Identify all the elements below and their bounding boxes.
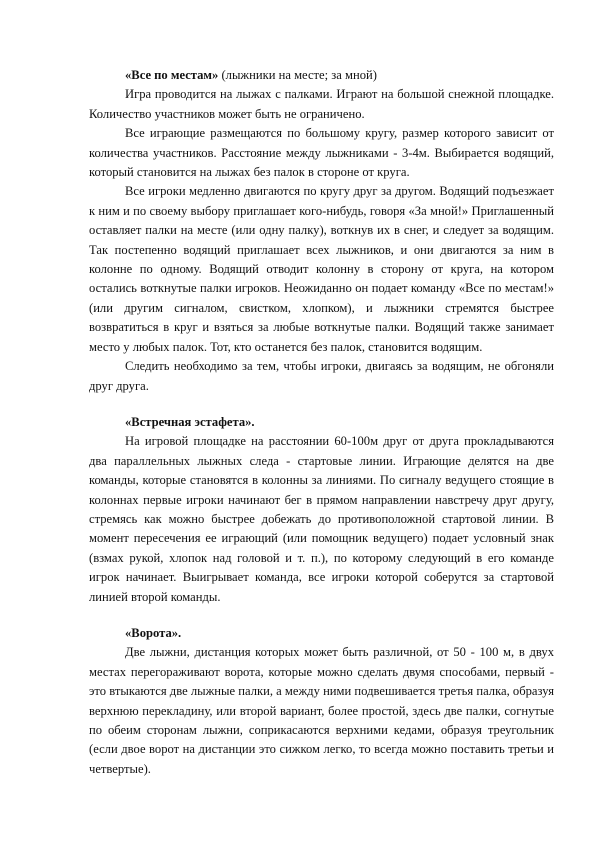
section-title: «Встречная эстафета». — [125, 414, 255, 429]
paragraph: Все играющие размещаются по большому кругу, размер которого зависит от количества участников. Расстояние между лыжниками - 3-4м. Выбирается водящий, который становится на лыжах без палок в стороне от круга. — [89, 126, 554, 180]
section-heading — [89, 66, 554, 85]
paragraph: На игровой площадке на расстоянии 60-100м друг от друга прокладываются два параллельных лыжных следа - стартовые линии. Играющие делятся на две команды, которые становятся в колонны за линиями. По сигналу ведущего стоящие в колоннах первые игроки начинают бег в прямом направлении навстречу друг другу, стремясь как можно быстрее добежать до противоположной стартовой линии. В момент пересечения ее играющий (или помощник ведущего) подает условный знак (взмах рукой, хлопок над головой и т. п.), по которому следующий в его команде игрок начинает. Выигрывает команда, все игроки которой соберутся за стартовой линией второй команды. — [89, 434, 554, 604]
paragraph: Две лыжни, дистанция которых может быть различной, от 50 - 100 м, в двух местах перегораживают ворота, которые можно сделать двумя способами, первый - это втыкаются две лыжные палки, а между ними подвешивается третья палка, образуя верхнюю перекладину, или второй вариант, более простой, здесь две палки, согнутые по обеим сторонам лыжни, соприкасаются верхними кедами, образуя треугольник (если двое ворот на дистанции это сижком легко, то всегда можно поставить третьи и четвертые). — [89, 645, 554, 776]
paragraph: Все игроки медленно двигаются по кругу друг за другом. Водящий подъезжает к ним и по своему выбору приглашает кого-нибудь, говоря «За мной!» Приглашенный оставляет палки на месте (или одну палку), воткнув их в снег, и следует за водящим. Так постепенно водящий приглашает всех лыжников, и они двигаются за ним в колонне по одному. Водящий отводит колонну в сторону от круга, на котором остались воткнутые палки игроков. Неожиданно он подает команду «Все по местам!» (или другим сигналом, свистком, хлопком), и лыжники стремятся быстрее возвратиться в круг и взяться за любые воткнутые палки. Водящий также занимает место у любых палок. Тот, кто останется без палок, становится водящим. — [89, 184, 554, 354]
section-vse-po-mestam — [89, 66, 554, 396]
section-title: «Ворота». — [125, 625, 182, 640]
section-subtitle: (лыжники на месте; за мной) — [218, 68, 377, 82]
section-vstrechnaya-estafeta — [89, 413, 554, 607]
section-heading — [89, 413, 554, 432]
section-heading — [89, 624, 554, 643]
section-title: «Все по местам» — [125, 68, 219, 82]
document-body — [89, 66, 554, 779]
section-vorota — [89, 624, 554, 779]
paragraph: Игра проводится на лыжах с палками. Играют на большой снежной площадке. Количество участников может быть не ограничено. — [89, 87, 554, 121]
paragraph: Следить необходимо за тем, чтобы игроки, двигаясь за водящим, не обгоняли друг друга. — [89, 359, 554, 393]
